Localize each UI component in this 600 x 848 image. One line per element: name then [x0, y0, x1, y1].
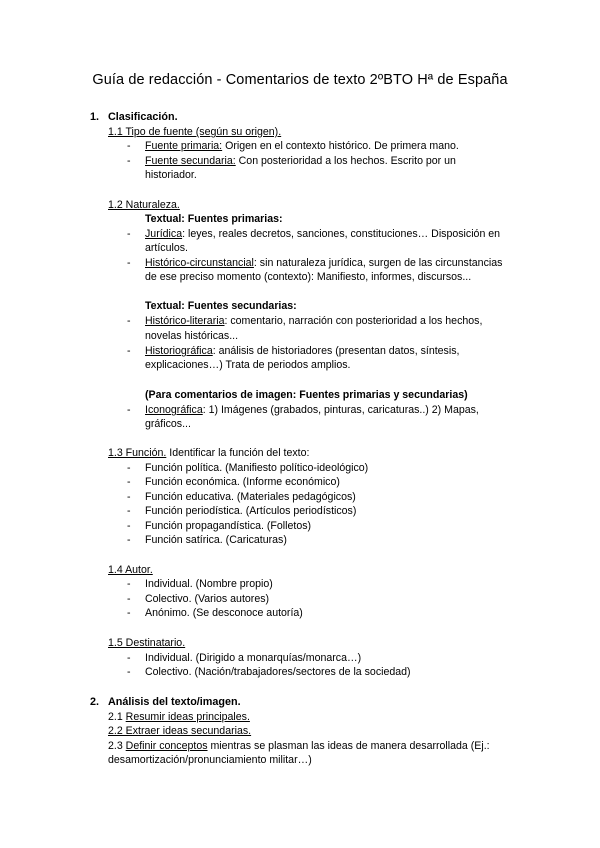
subsection-funcion-text: Identificar la función del texto: [166, 447, 310, 459]
subsection-funcion-title: 1.3 Función. [108, 447, 167, 459]
item-text: : sin naturaleza jurídica, surgen de las circunstancias [253, 257, 503, 269]
document-title: Guía de redacción - Comentarios de texto 2ºBTO Hª de España [92, 72, 508, 88]
analysis-term: Definir conceptos [125, 740, 208, 752]
analysis-number: 2.1 [108, 711, 126, 723]
bullet-dash: - [127, 140, 131, 152]
bullet-dash: - [127, 315, 131, 327]
imagen-heading: (Para comentarios de imagen: Fuentes primarias y secundarias) [145, 389, 468, 401]
analysis-number: 2.3 [108, 740, 126, 752]
analysis-line-3 [108, 739, 490, 753]
list-item [145, 344, 459, 358]
list-item [145, 154, 456, 168]
item-text: : 1) Imágenes (grabados, pinturas, caricaturas..) 2) Mapas, [202, 404, 479, 416]
list-item: Colectivo. (Nación/trabajadores/sectores de la sociedad) [145, 666, 411, 678]
subsection-naturaleza-title: 1.2 Naturaleza. [108, 199, 180, 211]
list-item: Anónimo. (Se desconoce autoría) [145, 607, 303, 619]
secundarias-heading: Textual: Fuentes secundarias: [145, 300, 297, 312]
bullet-dash: - [127, 666, 131, 678]
item-continuation: novelas históricas... [145, 330, 239, 342]
bullet-dash: - [127, 345, 131, 357]
list-item: Función satírica. (Caricaturas) [145, 534, 287, 546]
bullet-dash: - [127, 404, 131, 416]
list-item: Función económica. (Informe económico) [145, 476, 340, 488]
item-text: : análisis de historiadores (presentan datos, síntesis, [212, 345, 460, 357]
bullet-dash: - [127, 578, 131, 590]
item-continuation: explicaciones…) Trata de periodos amplios. [145, 359, 351, 371]
item-term: Fuente secundaria: [145, 155, 236, 167]
item-term: Jurídica [145, 228, 183, 240]
bullet-dash: - [127, 593, 131, 605]
list-item [145, 139, 459, 153]
item-continuation: gráficos... [145, 418, 191, 430]
subsection-funcion [108, 446, 309, 460]
item-text: : comentario, narración con posterioridad a los hechos, [224, 315, 483, 327]
list-item: Función propagandística. (Folletos) [145, 520, 312, 532]
analysis-continuation: desamortización/pronunciamiento militar…) [108, 754, 312, 766]
bullet-dash: - [127, 155, 131, 167]
bullet-dash: - [127, 228, 131, 240]
subsection-autor-title: 1.4 Autor. [108, 564, 153, 576]
item-text: Origen en el contexto histórico. De primera mano. [222, 140, 459, 152]
primarias-heading: Textual: Fuentes primarias: [145, 213, 283, 225]
section-1-heading: Clasificación. [108, 111, 178, 123]
bullet-dash: - [127, 462, 131, 474]
item-text: : leyes, reales decretos, sanciones, constituciones… Disposición en [182, 228, 501, 240]
subsection-destinatario-title: 1.5 Destinatario. [108, 637, 186, 649]
bullet-dash: - [127, 476, 131, 488]
bullet-dash: - [127, 257, 131, 269]
bullet-dash: - [127, 520, 131, 532]
item-term: Histórico-circunstancial [145, 257, 254, 269]
item-term: Historiográfica [145, 345, 213, 357]
item-text: Con posterioridad a los hechos. Escrito por un [235, 155, 456, 167]
bullet-dash: - [127, 652, 131, 664]
list-item: Colectivo. (Varios autores) [145, 593, 270, 605]
item-continuation: historiador. [145, 169, 197, 181]
list-item: Función política. (Manifiesto político-ideológico) [145, 462, 369, 474]
bullet-dash: - [127, 491, 131, 503]
bullet-dash: - [127, 534, 131, 546]
list-item: Individual. (Dirigido a monarquías/monarca…) [145, 652, 362, 664]
subsection-tipo-title: 1.1 Tipo de fuente (según su origen). [108, 126, 282, 138]
bullet-dash: - [127, 607, 131, 619]
analysis-term: Resumir ideas principales. [125, 711, 250, 723]
list-item [145, 227, 500, 241]
list-item [145, 256, 502, 270]
section-2-heading: Análisis del texto/imagen. [108, 696, 241, 708]
list-item: Individual. (Nombre propio) [145, 578, 273, 590]
list-item: Función periodística. (Artículos periodísticos) [145, 505, 357, 517]
item-term: Iconográfica [145, 404, 203, 416]
list-item [145, 403, 479, 417]
analysis-text: mientras se plasman las ideas de manera desarrollada (Ej.: [207, 740, 490, 752]
analysis-line-2: 2.2 Extraer ideas secundarias. [108, 725, 252, 737]
list-item [145, 314, 482, 328]
section-1-number: 1. [90, 111, 100, 123]
item-continuation: de ese preciso momento (contexto): Manifiesto, informes, discursos... [145, 271, 472, 283]
list-item: Función educativa. (Materiales pedagógicos) [145, 491, 356, 503]
bullet-dash: - [127, 505, 131, 517]
item-continuation: artículos. [145, 242, 188, 254]
analysis-line-1 [108, 710, 250, 724]
item-term: Histórico-literaria [145, 315, 225, 327]
item-term: Fuente primaria: [145, 140, 223, 152]
section-2-number: 2. [90, 696, 100, 708]
